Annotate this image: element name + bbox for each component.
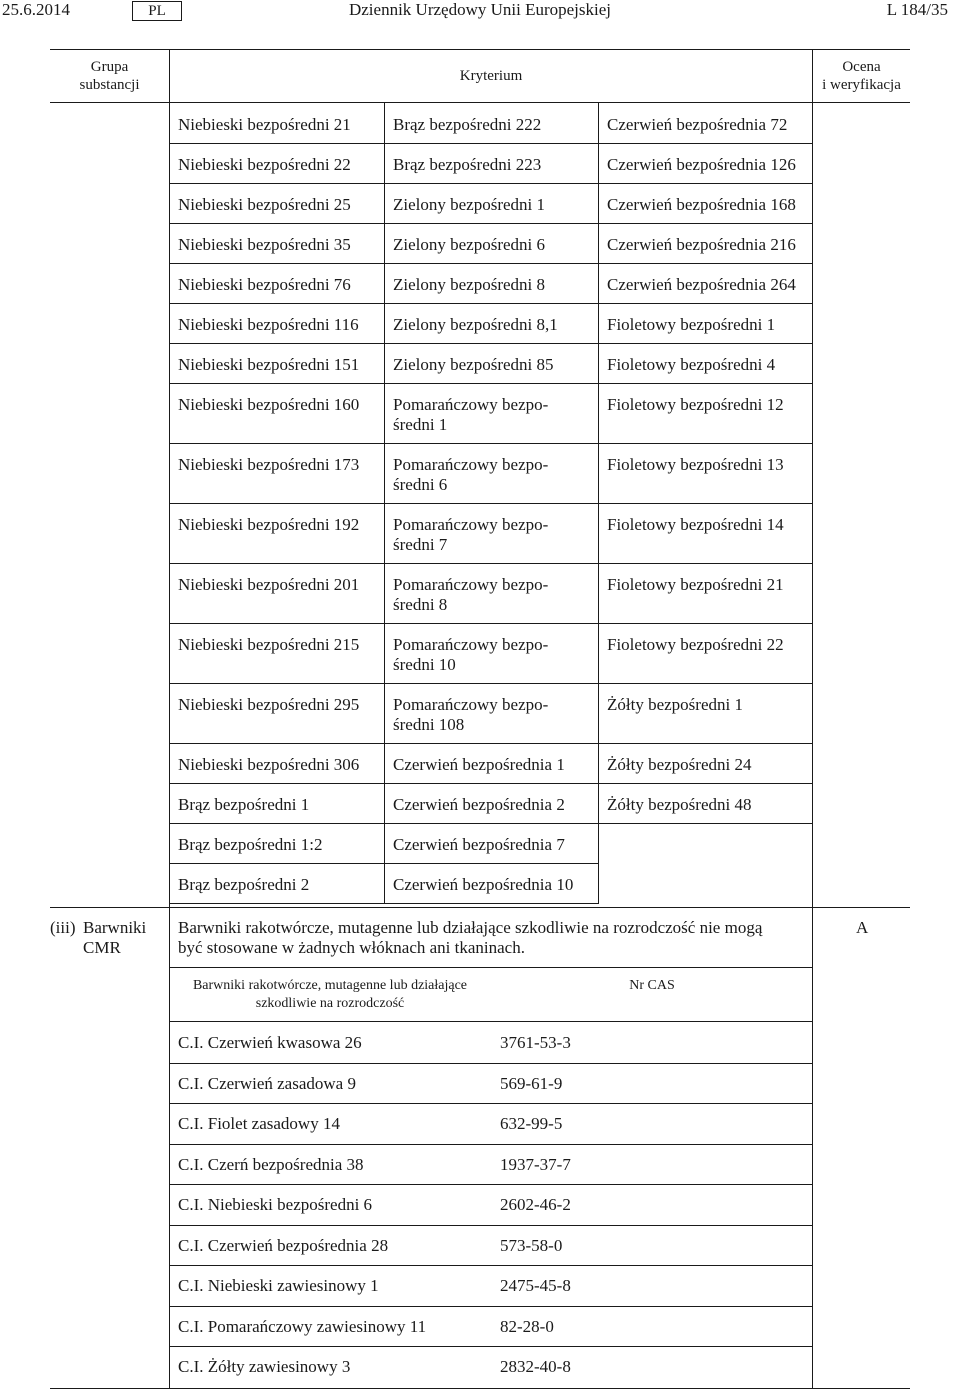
dye-cell: Zielony bezpośredni 8,1 bbox=[393, 315, 558, 334]
row-rule bbox=[169, 623, 813, 624]
cas-number: 2475-45-8 bbox=[500, 1276, 571, 1295]
cell-divider bbox=[598, 623, 599, 683]
cell-divider bbox=[384, 863, 385, 903]
dye-cell: Żółty bezpośredni 48 bbox=[607, 795, 752, 814]
row-rule bbox=[169, 143, 813, 144]
cell-divider bbox=[598, 383, 599, 443]
row-rule bbox=[169, 1346, 813, 1347]
header-assessment-line: Ocena bbox=[842, 59, 881, 75]
subtable-header-line: szkodliwie na rozrodczość bbox=[255, 996, 405, 1011]
cas-number: 1937-37-7 bbox=[500, 1154, 571, 1174]
row-rule bbox=[169, 1144, 813, 1145]
row-rule bbox=[169, 683, 813, 684]
cell-divider bbox=[384, 743, 385, 783]
substance-name: C.I. Pomarańczowy zawiesinowy 11 bbox=[178, 1316, 427, 1336]
subtable-header-line: Barwniki rakotwórcze, mutagenne lub działające bbox=[192, 978, 468, 993]
dye-cell: Pomarańczowy bezpo- bbox=[393, 395, 549, 414]
cell-divider bbox=[384, 263, 385, 303]
dye-cell: średni 108 bbox=[393, 715, 465, 734]
dye-cell: Brąz bezpośredni 1 bbox=[178, 795, 310, 814]
cell-divider bbox=[384, 223, 385, 263]
dye-cell: średni 1 bbox=[393, 415, 448, 434]
section-rule bbox=[50, 907, 910, 908]
row-rule bbox=[169, 303, 813, 304]
substance-name: C.I. Żółty zawiesinowy 3 bbox=[178, 1357, 351, 1376]
dye-cell: Niebieski bezpośredni 295 bbox=[178, 695, 360, 714]
substance-name: C.I. Czerń bezpośrednia 38 bbox=[178, 1154, 364, 1174]
cell-divider bbox=[598, 143, 599, 183]
dye-cell: średni 10 bbox=[393, 655, 456, 674]
dye-cell: Czerwień bezpośrednia 7 bbox=[393, 835, 565, 854]
dye-cell: średni 8 bbox=[393, 595, 448, 614]
dye-cell: Niebieski bezpośredni 201 bbox=[178, 575, 360, 594]
dye-cell: Zielony bezpośredni 8 bbox=[393, 275, 546, 294]
subtable-top-rule bbox=[169, 967, 813, 968]
cell-divider bbox=[598, 303, 599, 343]
assessment-value: A bbox=[856, 918, 869, 937]
cas-number: 82-28-0 bbox=[500, 1316, 554, 1336]
dye-cell: Zielony bezpośredni 85 bbox=[393, 355, 554, 374]
dye-cell: Czerwień bezpośrednia 168 bbox=[607, 195, 796, 214]
cas-number: 632-99-5 bbox=[500, 1114, 563, 1133]
dye-cell: Czerwień bezpośrednia 264 bbox=[607, 275, 796, 294]
dye-cell: Niebieski bezpośredni 116 bbox=[178, 315, 359, 334]
cell-divider bbox=[384, 783, 385, 823]
row-rule bbox=[169, 343, 813, 344]
substance-name: C.I. Czerwień kwasowa 26 bbox=[178, 1033, 362, 1052]
dye-cell: Czerwień bezpośrednia 1 bbox=[393, 755, 565, 774]
dye-cell: Czerwień bezpośrednia 126 bbox=[607, 155, 796, 174]
cell-divider bbox=[384, 623, 385, 683]
dye-cell: Pomarańczowy bezpo- bbox=[393, 635, 549, 654]
dye-cell: Czerwień bezpośrednia 72 bbox=[607, 115, 788, 134]
criterion-text: Barwniki rakotwórcze, mutagenne lub działające szkodliwie na rozrodczość nie mogą bbox=[178, 918, 763, 937]
row-rule bbox=[169, 1306, 813, 1307]
substance-name: C.I. Fiolet zasadowy 14 bbox=[178, 1114, 340, 1133]
dye-cell: Niebieski bezpośredni 22 bbox=[178, 155, 351, 174]
dye-cell: Niebieski bezpośredni 192 bbox=[178, 515, 360, 534]
row-rule bbox=[169, 1225, 813, 1226]
cell-divider bbox=[598, 743, 599, 783]
dye-cell: Niebieski bezpośredni 215 bbox=[178, 635, 360, 654]
dye-cell: Niebieski bezpośredni 306 bbox=[178, 755, 360, 774]
header-assessment-line: i weryfikacja bbox=[822, 77, 901, 93]
substance-name: C.I. Czerwień zasadowa 9 bbox=[178, 1073, 356, 1093]
cas-number: 2832-40-8 bbox=[500, 1357, 571, 1376]
row-rule bbox=[169, 263, 813, 264]
group-name: CMR bbox=[83, 938, 121, 957]
dye-cell: Fioletowy bezpośredni 12 bbox=[607, 395, 784, 414]
dye-cell: Niebieski bezpośredni 151 bbox=[178, 355, 360, 374]
dye-cell: Brąz bezpośredni 1:2 bbox=[178, 835, 323, 854]
cell-divider bbox=[384, 503, 385, 563]
row-rule bbox=[169, 383, 813, 384]
dye-cell: Brąz bezpośredni 223 bbox=[393, 155, 542, 174]
row-rule bbox=[169, 1184, 813, 1185]
row-rule bbox=[169, 1063, 813, 1064]
cell-divider bbox=[384, 823, 385, 863]
dye-cell: średni 7 bbox=[393, 535, 448, 554]
cell-divider bbox=[598, 183, 599, 223]
row-rule bbox=[169, 903, 599, 904]
journal-title: Dziennik Urzędowy Unii Europejskiej bbox=[348, 0, 611, 19]
dye-cell: Żółty bezpośredni 24 bbox=[607, 755, 752, 774]
header-group bbox=[50, 58, 169, 94]
cell-divider bbox=[384, 383, 385, 443]
dye-cell: Fioletowy bezpośredni 21 bbox=[607, 575, 784, 594]
dye-cell: Fioletowy bezpośredni 22 bbox=[607, 635, 784, 654]
cas-number: 2602-46-2 bbox=[500, 1195, 571, 1214]
row-rule bbox=[169, 443, 813, 444]
cell-divider bbox=[598, 863, 599, 903]
cell-divider bbox=[384, 343, 385, 383]
language-badge: PL bbox=[132, 1, 182, 21]
header-assessment bbox=[813, 58, 910, 94]
dye-cell: Fioletowy bezpośredni 4 bbox=[607, 355, 776, 374]
cell-divider bbox=[384, 443, 385, 503]
cell-divider bbox=[598, 263, 599, 303]
dye-cell: Czerwień bezpośrednia 2 bbox=[393, 795, 565, 814]
cell-divider bbox=[598, 443, 599, 503]
cell-divider bbox=[384, 563, 385, 623]
dye-cell: Zielony bezpośredni 6 bbox=[393, 235, 546, 254]
cell-divider bbox=[384, 103, 385, 143]
header-group-line: Grupa bbox=[90, 59, 129, 75]
dye-cell: Brąz bezpośredni 222 bbox=[393, 115, 542, 134]
row-rule bbox=[169, 783, 813, 784]
row-rule bbox=[169, 743, 813, 744]
row-rule bbox=[169, 503, 813, 504]
cell-divider bbox=[598, 683, 599, 743]
cell-divider bbox=[598, 503, 599, 563]
dye-cell: Niebieski bezpośredni 35 bbox=[178, 235, 351, 254]
dye-cell: Niebieski bezpośredni 173 bbox=[178, 455, 360, 474]
criterion-text: być stosowane w żadnych włóknach ani tkaninach. bbox=[178, 938, 525, 957]
subtable-header-cas: Nr CAS bbox=[629, 978, 675, 993]
column-rule bbox=[812, 103, 813, 1388]
dye-cell: Niebieski bezpośredni 76 bbox=[178, 275, 351, 294]
dye-cell: Czerwień bezpośrednia 10 bbox=[393, 875, 574, 894]
dye-cell: Niebieski bezpośredni 160 bbox=[178, 395, 360, 414]
cell-divider bbox=[598, 103, 599, 143]
dye-cell: średni 6 bbox=[393, 475, 448, 494]
dye-cell: Pomarańczowy bezpo- bbox=[393, 695, 549, 714]
dye-cell: Pomarańczowy bezpo- bbox=[393, 575, 549, 594]
substance-name: C.I. Niebieski zawiesinowy 1 bbox=[178, 1276, 379, 1295]
table-top-rule bbox=[50, 49, 910, 50]
dye-cell: Niebieski bezpośredni 25 bbox=[178, 195, 351, 214]
row-rule bbox=[169, 223, 813, 224]
dye-cell: Pomarańczowy bezpo- bbox=[393, 515, 549, 534]
cell-divider bbox=[384, 683, 385, 743]
dye-cell: Brąz bezpośredni 2 bbox=[178, 875, 310, 894]
cell-divider bbox=[598, 563, 599, 623]
group-name: Barwniki bbox=[83, 918, 147, 937]
cell-divider bbox=[598, 823, 599, 863]
row-rule bbox=[169, 183, 813, 184]
row-rule bbox=[169, 823, 813, 824]
dye-cell: Fioletowy bezpośredni 1 bbox=[607, 315, 776, 334]
cell-divider bbox=[598, 783, 599, 823]
cell-divider bbox=[598, 223, 599, 263]
table-header-rule bbox=[50, 102, 910, 103]
group-number: (iii) bbox=[50, 918, 76, 937]
row-rule bbox=[169, 1265, 813, 1266]
dye-cell: Niebieski bezpośredni 21 bbox=[178, 115, 351, 134]
cell-divider bbox=[384, 143, 385, 183]
row-rule bbox=[169, 563, 813, 564]
page-number: L 184/35 bbox=[886, 0, 948, 19]
cell-divider bbox=[384, 183, 385, 223]
table-bottom-rule bbox=[50, 1388, 910, 1389]
header-criterion: Kryterium bbox=[459, 68, 523, 84]
cas-number: 569-61-9 bbox=[500, 1073, 563, 1093]
cell-divider bbox=[384, 303, 385, 343]
subtable-header-rule bbox=[169, 1021, 813, 1022]
substance-name: C.I. Niebieski bezpośredni 6 bbox=[178, 1195, 373, 1214]
header-group-line: substancji bbox=[79, 77, 140, 93]
substance-name: C.I. Czerwień bezpośrednia 28 bbox=[178, 1235, 389, 1255]
dye-cell: Fioletowy bezpośredni 14 bbox=[607, 515, 784, 534]
cas-number: 573-58-0 bbox=[500, 1235, 563, 1255]
row-rule bbox=[169, 1103, 813, 1104]
dye-cell: Pomarańczowy bezpo- bbox=[393, 455, 549, 474]
dye-cell: Czerwień bezpośrednia 216 bbox=[607, 235, 796, 254]
subtable-header-name bbox=[170, 977, 490, 1013]
cas-number: 3761-53-3 bbox=[500, 1033, 571, 1052]
publication-date: 25.6.2014 bbox=[2, 0, 70, 19]
dye-cell: Żółty bezpośredni 1 bbox=[607, 695, 743, 714]
dye-cell: Zielony bezpośredni 1 bbox=[393, 195, 546, 214]
cell-divider bbox=[598, 343, 599, 383]
dye-cell: Fioletowy bezpośredni 13 bbox=[607, 455, 784, 474]
column-rule bbox=[169, 103, 170, 1388]
